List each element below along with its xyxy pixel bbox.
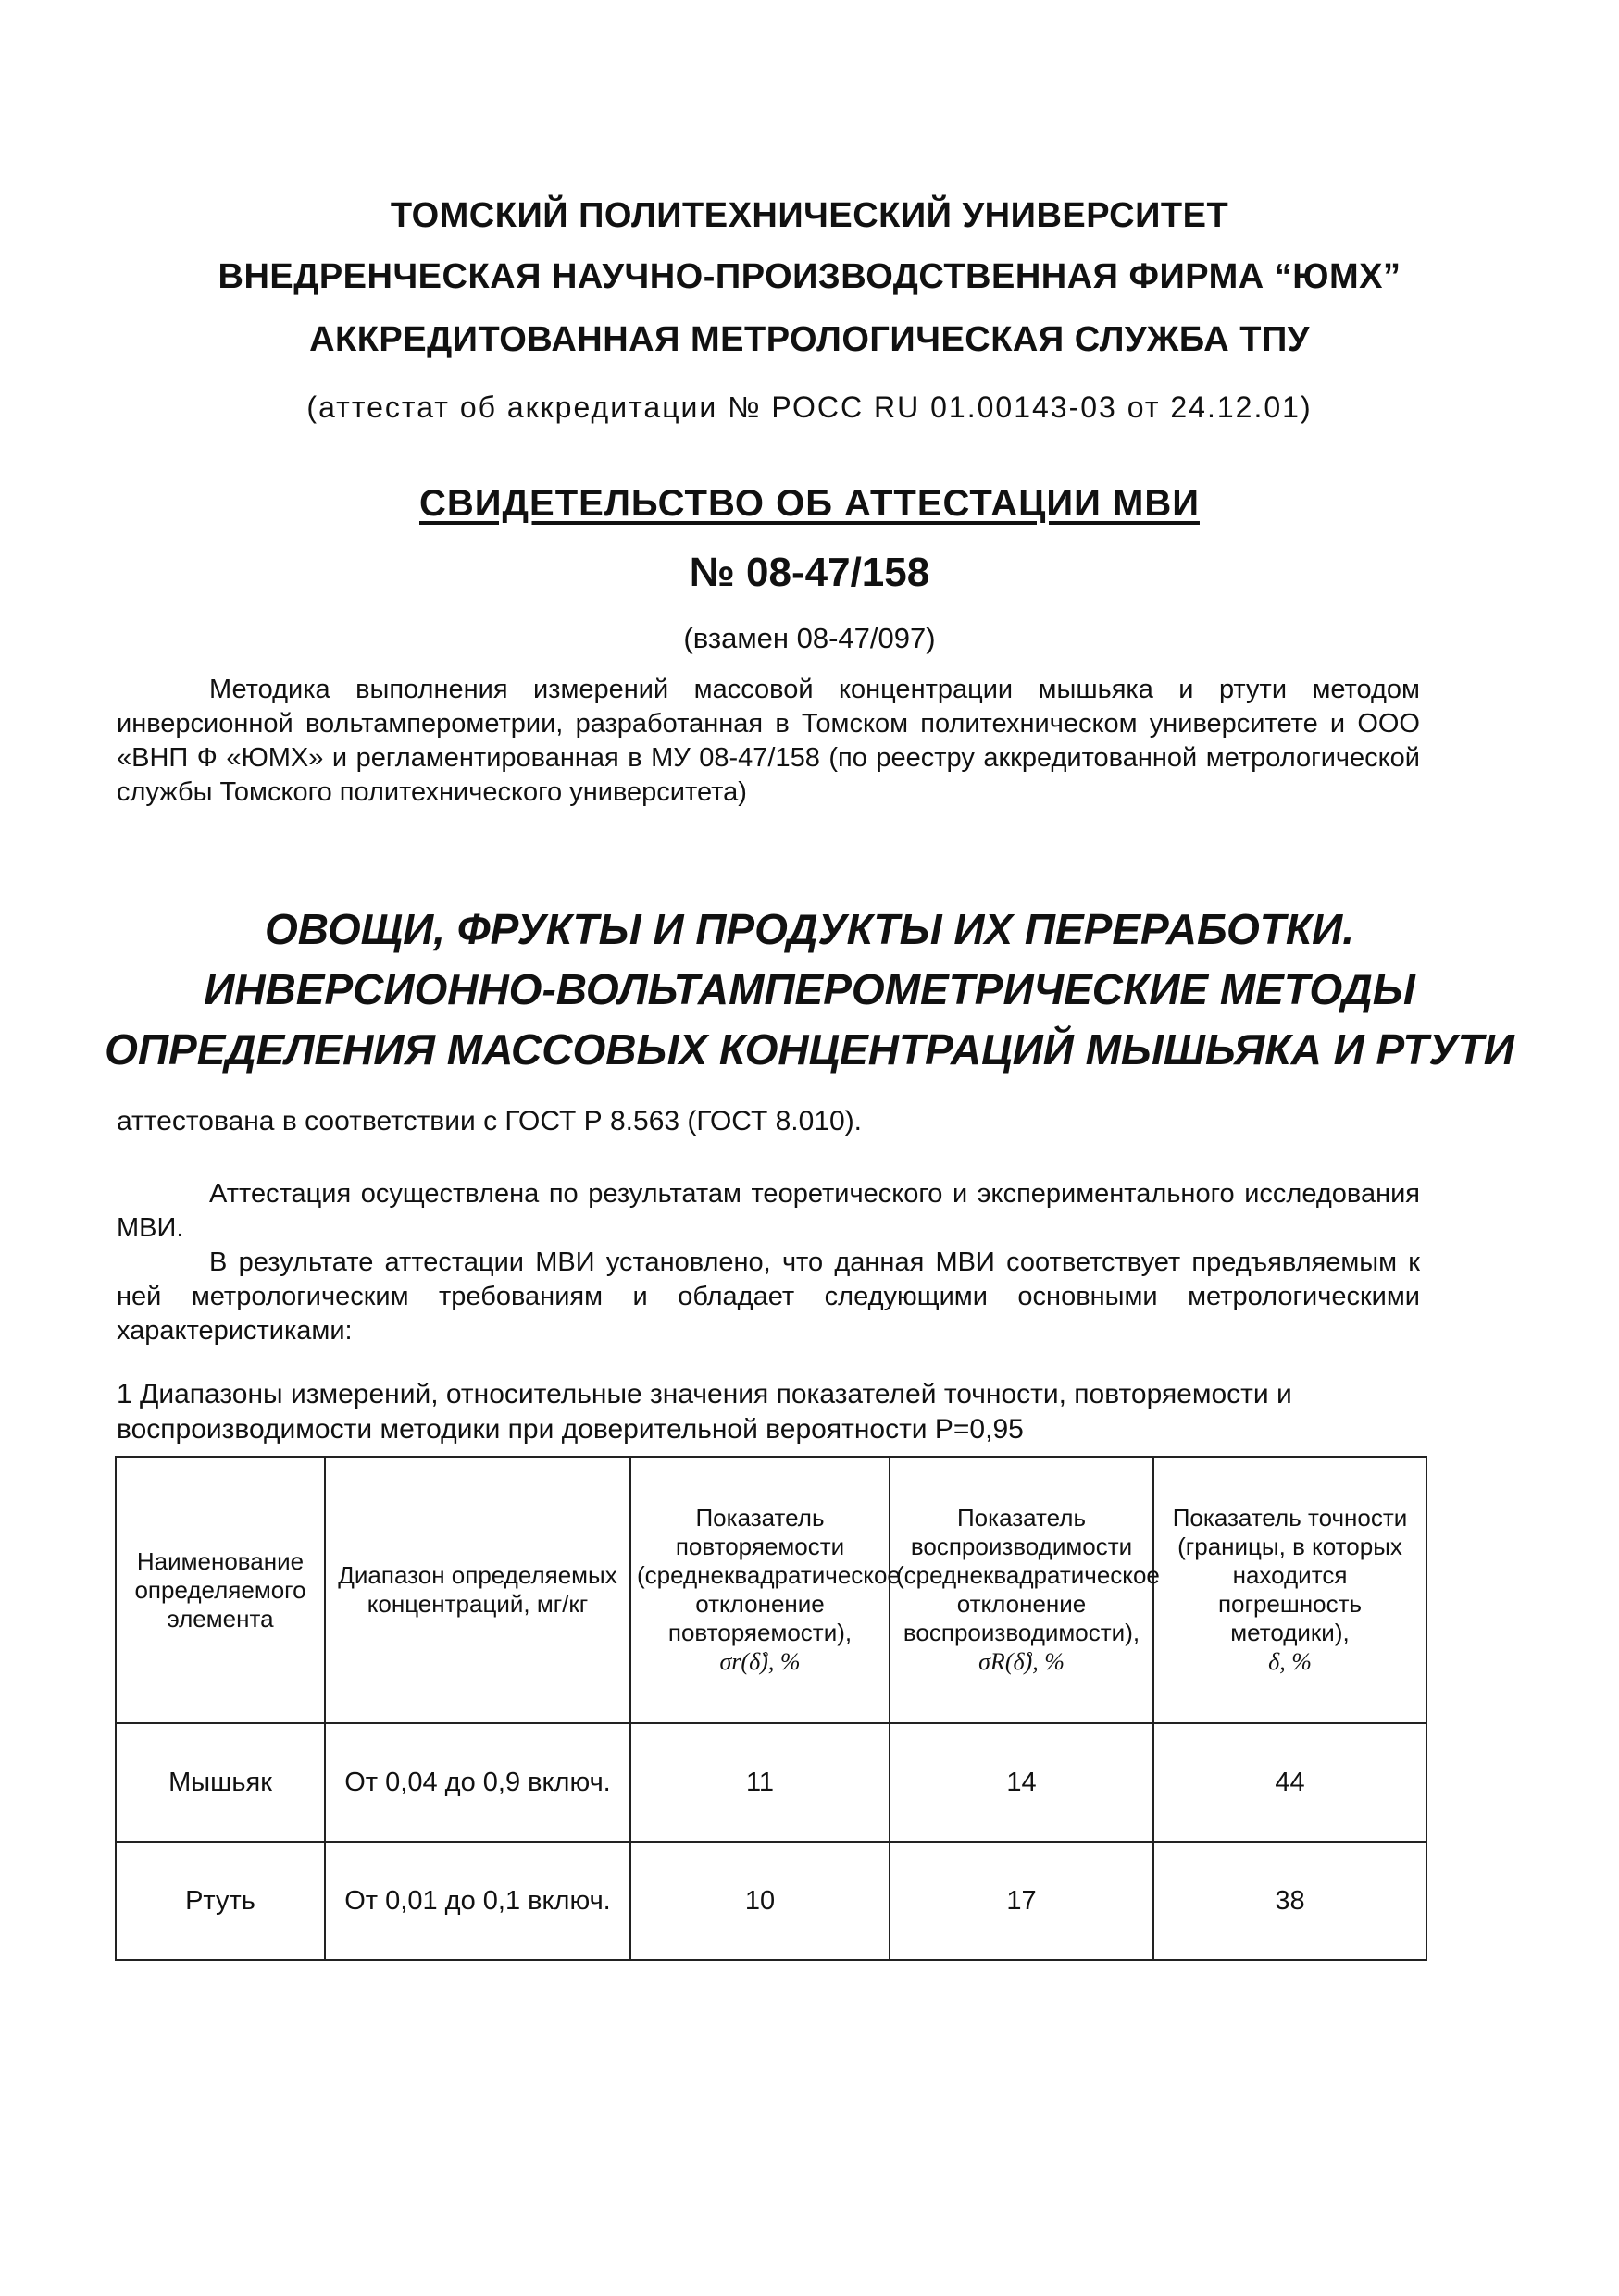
firm-name: ВНЕДРЕНЧЕСКАЯ НАУЧНО-ПРОИЗВОДСТВЕННАЯ ФИРМА “ЮМХ”: [218, 257, 1401, 296]
reproducibility-symbol: σR(δ̊), %: [978, 1648, 1065, 1675]
subject-title-line-2: ИНВЕРСИОННО-ВОЛЬТАМПЕРОМЕТРИЧЕСКИЕ МЕТОДЫ: [204, 965, 1415, 1013]
characteristics-table: [115, 1456, 1427, 1961]
header-reproducibility: [890, 1457, 1160, 1723]
header-repeatability: [630, 1457, 901, 1723]
header-accuracy-text: Показатель точности (границы, в которых находится погрешность методики),: [1172, 1504, 1408, 1646]
cell-reproducibility: 14: [890, 1723, 1153, 1842]
subject-title-line-3: ОПРЕДЕЛЕНИЯ МАССОВЫХ КОНЦЕНТРАЦИЙ МЫШЬЯКА И РТУТИ: [105, 1025, 1514, 1074]
accuracy-symbol: δ, %: [1268, 1648, 1312, 1675]
certificate-title: СВИДЕТЕЛЬСТВО ОБ АТТЕСТАЦИИ МВИ: [419, 483, 1200, 524]
accreditation-line: (аттестат об аккредитации № РОСС RU 01.00143-03 от 24.12.01): [306, 391, 1313, 424]
attested-per-standard: аттестована в соответствии с ГОСТ Р 8.563 (ГОСТ 8.010).: [117, 1106, 863, 1136]
cell-range: От 0,01 до 0,1 включ.: [325, 1842, 630, 1960]
repeatability-symbol: σr(δ̊), %: [719, 1648, 801, 1675]
cell-accuracy: 38: [1153, 1842, 1426, 1960]
subject-title-line-1: ОВОЩИ, ФРУКТЫ И ПРОДУКТЫ ИХ ПЕРЕРАБОТКИ.: [264, 905, 1355, 953]
header-repeatability-text: Показатель повторяемости (среднеквадратическое отклонение повторяемости),: [637, 1504, 901, 1646]
cell-element: Ртуть: [116, 1842, 325, 1960]
attestation-basis: Аттестация осуществлена по результатам теоретического и экспериментального исследования МВИ.: [117, 1179, 1420, 1243]
certificate-number: № 08-47/158: [689, 550, 930, 595]
cell-range: От 0,04 до 0,9 включ.: [325, 1723, 630, 1842]
cell-element: Мышьяк: [116, 1723, 325, 1842]
cell-accuracy: 44: [1153, 1723, 1426, 1842]
cell-repeatability: 10: [630, 1842, 890, 1960]
cell-repeatability: 11: [630, 1723, 890, 1842]
table-row: [116, 1723, 1426, 1842]
cell-reproducibility: 17: [890, 1842, 1153, 1960]
university-name: ТОМСКИЙ ПОЛИТЕХНИЧЕСКИЙ УНИВЕРСИТЕТ: [390, 196, 1229, 235]
header-element: Наименование определяемого элемента: [116, 1457, 325, 1723]
header-range: Диапазон определяемых концентраций, мг/кг: [325, 1457, 630, 1723]
service-name: АККРЕДИТОВАННАЯ МЕТРОЛОГИЧЕСКАЯ СЛУЖБА ТПУ: [309, 320, 1310, 359]
method-description: Методика выполнения измерений массовой концентрации мышьяка и ртути методом инверсионной вольтамперометрии, разработанная в Томском политехническом университете и ООО «ВНП Ф «ЮМХ» и регламентированная в МУ 08-47/158 (по реестру аккредитованной метрологической службы Томского политехнического университета): [117, 675, 1420, 807]
table-row: [116, 1842, 1426, 1960]
header-accuracy: [1153, 1457, 1426, 1723]
section-1-heading: 1 Диапазоны измерений, относительные значения показателей точности, повторяемости и воспроизводимости методики при доверительной вероятности Р=0,95: [117, 1379, 1292, 1445]
header-reproducibility-text: Показатель воспроизводимости (среднеквадратическое отклонение воспроизводимости),: [896, 1504, 1160, 1646]
certificate-replaces: (взамен 08-47/097): [683, 622, 936, 654]
table-header-row: [116, 1457, 1426, 1723]
attestation-result: В результате аттестации МВИ установлено, что данная МВИ соответствует предъявляемым к ней метрологическим требованиям и обладает следующими основными метрологическими характеристиками:: [117, 1247, 1420, 1346]
